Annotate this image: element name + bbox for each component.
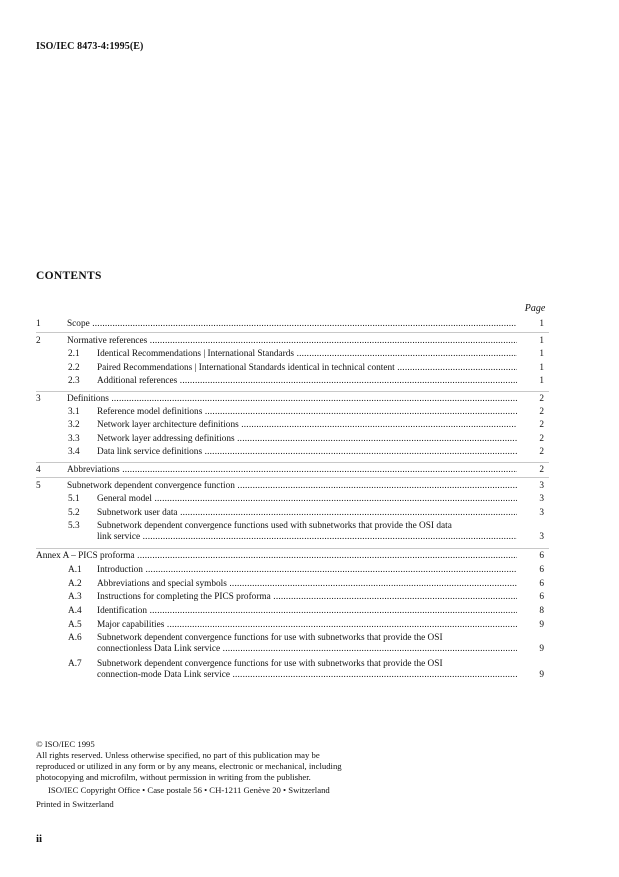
toc-title[interactable]: Reference model definitions ..... <box>97 407 517 418</box>
toc-title[interactable]: Major capabilities ..... <box>97 620 517 631</box>
toc-number: A.5 <box>68 620 82 630</box>
toc-title-continued[interactable]: connectionless Data Link service ..... <box>97 644 517 655</box>
toc-title[interactable]: Identification ..... <box>97 606 517 617</box>
toc-number: 2.1 <box>68 349 80 359</box>
toc-title-continued[interactable]: link service ..... <box>97 532 517 543</box>
toc-title[interactable]: Network layer addressing definitions ..... <box>97 434 517 445</box>
toc-page: 8 <box>539 606 544 616</box>
toc-page: 2 <box>539 447 544 457</box>
divider <box>36 391 549 392</box>
toc-number: 4 <box>36 465 41 475</box>
toc-title-continued[interactable]: connection-mode Data Link service ..... <box>97 670 517 681</box>
toc-page: 1 <box>539 319 544 329</box>
toc-number: A.2 <box>68 579 82 589</box>
divider <box>36 332 549 333</box>
toc-page: 9 <box>539 644 544 654</box>
toc-title[interactable]: Additional references ..... <box>97 376 517 387</box>
toc-page: 6 <box>539 592 544 602</box>
toc-page: 2 <box>539 434 544 444</box>
toc-number: 5 <box>36 481 41 491</box>
toc-title[interactable]: Instructions for completing the PICS proforma ..... <box>97 592 517 603</box>
printed-in: Printed in Switzerland <box>36 799 114 809</box>
toc-number: A.3 <box>68 592 82 602</box>
toc-page: 2 <box>539 420 544 430</box>
toc-number: 5.3 <box>68 521 80 531</box>
toc-number: 2.3 <box>68 376 80 386</box>
toc-title[interactable]: Subnetwork dependent convergence functions for use with subnetworks that provide the OSI <box>97 659 443 669</box>
toc-page: 1 <box>539 336 544 346</box>
toc-page: 2 <box>539 407 544 417</box>
toc-number: 3.2 <box>68 420 80 430</box>
toc-title[interactable]: Abbreviations and special symbols ..... <box>97 579 517 590</box>
toc-page: 3 <box>539 508 544 518</box>
page-number: ii <box>36 833 43 845</box>
toc-title[interactable]: Subnetwork dependent convergence functions for use with subnetworks that provide the OSI <box>97 633 443 643</box>
toc-title[interactable]: Paired Recommendations | International Standards identical in technical content ..... <box>97 363 517 374</box>
toc-page: 1 <box>539 363 544 373</box>
toc-page: 6 <box>539 551 544 561</box>
toc-title[interactable]: Subnetwork dependent convergence functions used with subnetworks that provide the OSI data <box>97 521 452 531</box>
toc-number: 3.3 <box>68 434 80 444</box>
divider <box>36 477 549 478</box>
rights-line: reproduced or utilized in any form or by any means, electronic or mechanical, including <box>36 761 342 771</box>
toc-number: 2 <box>36 336 41 346</box>
toc-number: A.1 <box>68 565 82 575</box>
toc-title[interactable]: Subnetwork user data ..... <box>97 508 517 519</box>
toc-entry-a-6[interactable] <box>36 633 549 657</box>
toc-page: 6 <box>539 565 544 575</box>
toc-page: 3 <box>539 532 544 542</box>
toc-number: A.6 <box>68 633 82 643</box>
toc-title[interactable]: Annex A – PICS proforma ..... <box>36 551 517 562</box>
toc-page: 9 <box>539 620 544 630</box>
toc-number: A.7 <box>68 659 82 669</box>
copyright-notice <box>36 739 396 796</box>
toc-title[interactable]: Subnetwork dependent convergence function ..... <box>67 481 517 492</box>
toc-page: 3 <box>539 481 544 491</box>
rights-line: photocopying and microfilm, without permission in writing from the publisher. <box>36 772 311 782</box>
toc-page: 3 <box>539 494 544 504</box>
toc-title[interactable]: Abbreviations ..... <box>67 465 517 476</box>
toc-title[interactable]: Normative references ..... <box>67 336 517 347</box>
toc-number: 1 <box>36 319 41 329</box>
document-identifier: ISO/IEC 8473-4:1995(E) <box>36 41 144 52</box>
toc-number: 5.1 <box>68 494 80 504</box>
toc-page: 2 <box>539 394 544 404</box>
toc-number: 3 <box>36 394 41 404</box>
toc-title[interactable]: Introduction ..... <box>97 565 517 576</box>
toc-page: 2 <box>539 465 544 475</box>
toc-entry-a-7[interactable] <box>36 659 549 683</box>
toc-number: A.4 <box>68 606 82 616</box>
toc-entry-5-3[interactable] <box>36 521 549 545</box>
toc-number: 3.1 <box>68 407 80 417</box>
page-column-label: Page <box>524 303 546 314</box>
toc-page: 9 <box>539 670 544 680</box>
toc-number: 5.2 <box>68 508 80 518</box>
rights-line: All rights reserved. Unless otherwise specified, no part of this publication may be <box>36 750 320 760</box>
toc-title[interactable]: Scope ..... <box>67 319 517 330</box>
toc-title[interactable]: Network layer architecture definitions ..... <box>97 420 517 431</box>
divider <box>36 548 549 549</box>
toc-page: 1 <box>539 376 544 386</box>
divider <box>36 462 549 463</box>
toc-title[interactable]: Identical Recommendations | International Standards ..... <box>97 349 517 360</box>
toc-title[interactable]: General model ..... <box>97 494 517 505</box>
toc-number: 3.4 <box>68 447 80 457</box>
contents-heading: CONTENTS <box>36 270 102 282</box>
copyright-line: © ISO/IEC 1995 <box>36 739 95 749</box>
toc-page: 6 <box>539 579 544 589</box>
toc-number: 2.2 <box>68 363 80 373</box>
toc-title[interactable]: Data link service definitions ..... <box>97 447 517 458</box>
toc-title[interactable]: Definitions ..... <box>67 394 517 405</box>
copyright-office-address: ISO/IEC Copyright Office • Case postale 56 • CH-1211 Genève 20 • Switzerland <box>48 785 330 795</box>
toc-page: 1 <box>539 349 544 359</box>
